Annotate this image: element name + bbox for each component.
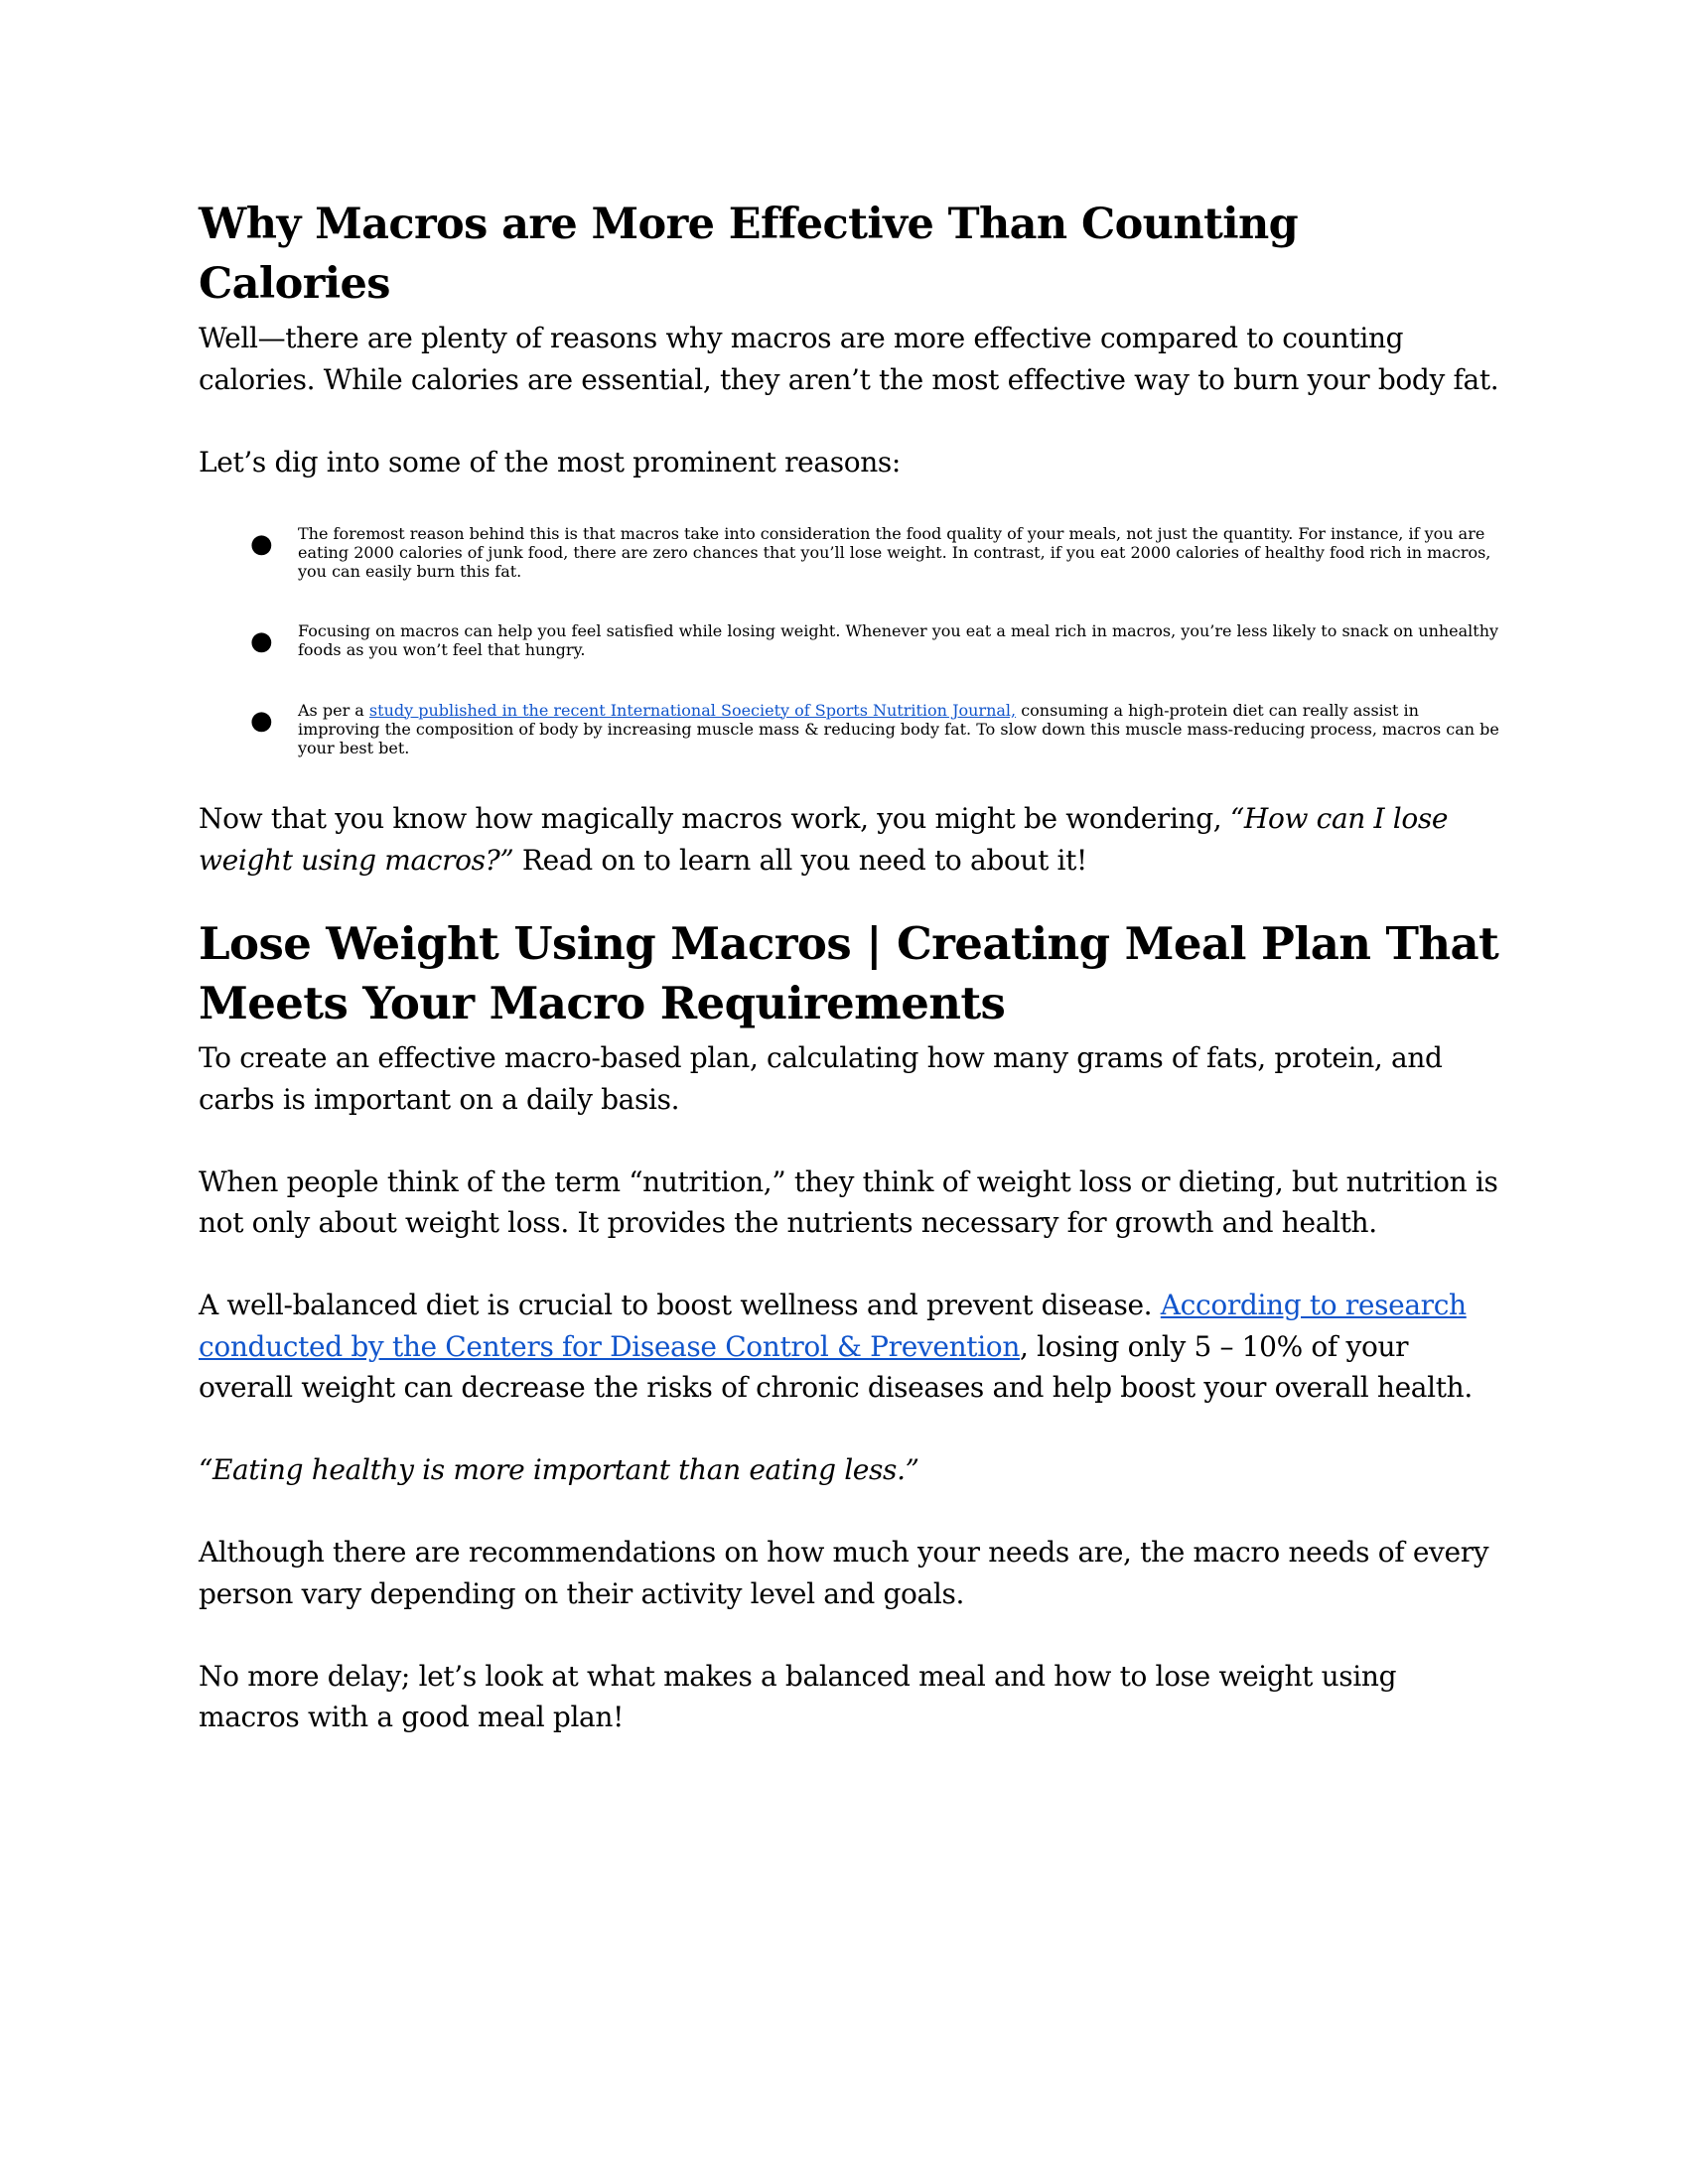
reasons-list: [199, 524, 1499, 757]
list-item-text: Focusing on macros can help you feel satisfied while losing weight. Whenever you eat a meal rich in macros, you’re less likely to snack on unhealthy foods as you won’t feel that hungry.: [298, 621, 1499, 659]
sports-nutrition-journal-link[interactable]: study published in the recent International Soeciety of Sports Nutrition Journal,: [368, 700, 1017, 720]
section-heading-lose-weight: Lose Weight Using Macros | Creating Meal Plan That Meets Your Macro Requirements: [199, 917, 1499, 1029]
list-item: [199, 701, 1499, 757]
final-paragraph: No more delay; let’s look at what makes a balanced meal and how to lose weight using macros with a good meal plan!: [199, 1659, 1397, 1733]
closing-text-suffix: Read on to learn all you need to about it!: [513, 843, 1087, 877]
closing-paragraph: [199, 798, 1499, 881]
closing-question: “How can I lose weight using macros?”: [199, 802, 1449, 877]
intro-paragraph: Well—there are plenty of reasons why macros are more effective compared to counting calories. While calories are essential, they aren’t the most effective way to burn your body fat.: [199, 322, 1499, 396]
closing-text-prefix: Now that you know how magically macros work, you might be wondering,: [199, 802, 1230, 835]
list-item: [199, 621, 1499, 659]
list-item-text-prefix: As per a: [298, 700, 369, 720]
list-item-text: The foremost reason behind this is that macros take into consideration the food quality of your meals, not just the quantity. For instance, if you are eating 2000 calories of junk food, there are zero chances that you’ll lose weight. In contrast, if you eat 2000 calories of healthy food rich in macros, you can easily burn this fat.: [298, 523, 1491, 581]
nutrition-paragraph: When people think of the term “nutrition,” they think of weight loss or dieting, but nutrition is not only about weight loss. It provides the nutrients necessary for growth and health.: [199, 1164, 1498, 1239]
quote-paragraph: [199, 1449, 1499, 1491]
bullet-icon: ●: [250, 705, 273, 736]
balanced-diet-text-prefix: A well-balanced diet is crucial to boost wellness and prevent disease.: [199, 1289, 1161, 1321]
document-content: [199, 195, 1499, 1738]
balanced-diet-text-suffix: , losing only 5 – 10% of your overall weight can decrease the risks of chronic diseases and help boost your overall health.: [199, 1329, 1473, 1404]
reasons-lead-paragraph: Let’s dig into some of the most prominent reasons:: [199, 445, 902, 478]
quote-text: “Eating healthy is more important than eating less.”: [199, 1453, 919, 1486]
balanced-diet-paragraph: [199, 1285, 1499, 1409]
meal-plan-paragraph: To create an effective macro-based plan, calculating how many grams of fats, protein, and carbs is important on a daily basis.: [199, 1041, 1443, 1116]
bullet-icon: ●: [250, 528, 273, 559]
list-item: [199, 524, 1499, 581]
section-heading-why-macros: Why Macros are More Effective Than Counting Calories: [199, 200, 1299, 309]
recommendations-paragraph: Although there are recommendations on how much your needs are, the macro needs of every person vary depending on their activity level and goals.: [199, 1536, 1489, 1610]
list-item-text-suffix: consuming a high-protein diet can really assist in improving the composition of body by increasing muscle mass & reducing body fat. To slow down this muscle mass-reducing process, macros can be your best bet.: [298, 700, 1499, 757]
cdc-research-link[interactable]: According to research conducted by the Centers for Disease Control & Prevention: [199, 1289, 1467, 1363]
bullet-icon: ●: [250, 626, 273, 656]
